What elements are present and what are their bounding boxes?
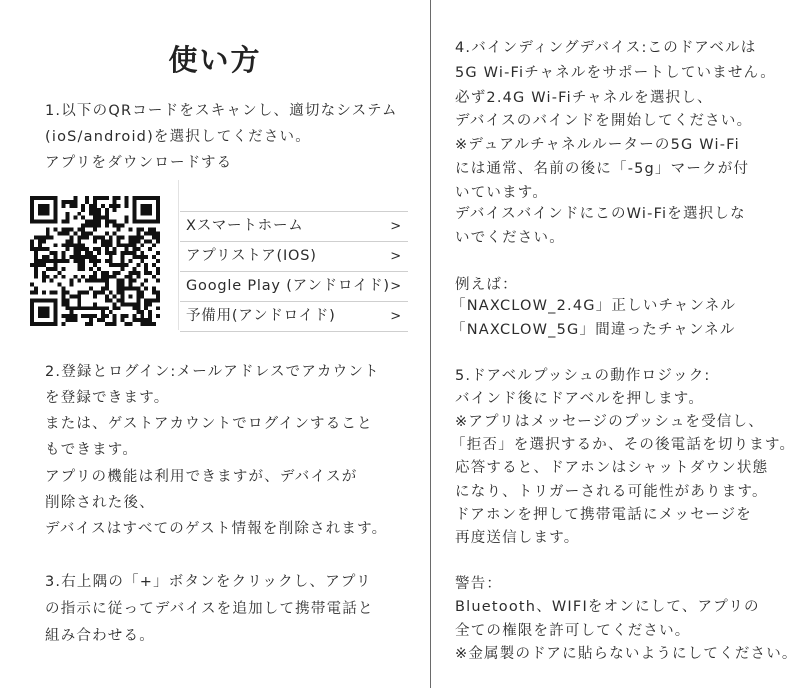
menu-item-backup-android[interactable] [180, 302, 408, 332]
step4-line: 必ず2.4G Wi-Fiチャネルを選択し、 [455, 90, 713, 106]
warning-line: 全ての権限を許可してください。 [455, 623, 691, 639]
step1-line: (ioS/android)を選択してください。 [45, 129, 311, 145]
step5-line: 「拒否」を選択するか、その後電話を切ります。 [451, 437, 796, 453]
example-line: 例えば： [455, 277, 518, 293]
step2-line: 2.登録とログイン:メールアドレスでアカウント [45, 364, 380, 380]
step3-line: 3.右上隅の「+」ボタンをクリックし、アプリ [45, 574, 372, 590]
step5-line: 再度送信します。 [455, 530, 580, 546]
step2-line: デバイスはすべてのゲスト情報を削除されます。 [45, 521, 388, 537]
chevron-right-icon: > [390, 309, 402, 324]
chevron-right-icon: > [390, 279, 402, 294]
app-download-menu [180, 211, 408, 332]
menu-item-app-store[interactable] [180, 242, 408, 272]
menu-item-label: Xスマートホーム [186, 218, 304, 234]
menu-item-label: Google Play (アンドロイド) [186, 278, 390, 294]
step1-line: 1.以下のQRコードをスキャンし、適切なシステム [45, 103, 398, 119]
step4-line: 5G Wi-Fiチャネルをサポートしていません。 [455, 65, 776, 81]
warning-line: Bluetooth、WIFIをオンにして、アプリの [455, 599, 760, 615]
step2-line: を登録できます。 [45, 390, 170, 406]
step5-line: ※アプリはメッセージのプッシュを受信し、 [455, 414, 764, 430]
step4-line: デバイスバインドにこのWi-Fiを選択しな [455, 206, 746, 222]
step4-line: いています。 [455, 185, 549, 201]
example-line: 「NAXCLOW_5G」間違ったチャンネル [451, 322, 736, 338]
step5-line: バインド後にドアベルを押します。 [455, 391, 705, 407]
step4-line: 4.バインディングデバイス:このドアベルは [455, 40, 757, 56]
step2-line: アプリの機能は利用できますが、デバイスが [45, 469, 358, 485]
example-line: 「NAXCLOW_2.4G」正しいチャンネル [451, 298, 737, 314]
step5-line: 5.ドアベルプッシュの動作ロジック: [455, 368, 711, 384]
step3-line: の指示に従ってデバイスを追加して携帯電話と [45, 601, 374, 617]
step1-line: アプリをダウンロードする [45, 155, 233, 171]
step2-line: もできます。 [45, 442, 139, 458]
qr-code-icon[interactable] [30, 196, 160, 326]
step4-line: デバイスのバインドを開始してください。 [455, 113, 753, 129]
menu-item-label: アプリストア(IOS) [186, 248, 317, 264]
qr-separator [178, 180, 179, 330]
chevron-right-icon: > [390, 219, 402, 234]
menu-item-google-play[interactable] [180, 272, 408, 302]
step3-line: 組み合わせる。 [45, 628, 155, 644]
step5-line: になり、トリガーされる可能性があります。 [455, 484, 768, 500]
page-title: 使い方 [168, 43, 262, 77]
menu-item-x-smart-home[interactable] [180, 211, 408, 242]
step2-line: 削除された後、 [45, 495, 155, 511]
step4-line: には通常、名前の後に「-5g」マークが付 [455, 161, 750, 177]
step4-line: ※デュアルチャネルルーターの5G Wi-Fi [455, 137, 740, 153]
chevron-right-icon: > [390, 249, 402, 264]
column-divider [430, 0, 431, 688]
menu-item-label: 予備用(アンドロイド) [186, 308, 336, 324]
warning-line: 警告： [455, 576, 503, 592]
step2-line: または、ゲストアカウントでログインすること [45, 416, 373, 432]
step5-line: 応答すると、ドアホンはシャットダウン状態 [455, 460, 769, 476]
step4-line: いでください。 [455, 230, 565, 246]
warning-line: ※金属製のドアに貼らないようにしてください。 [455, 646, 798, 662]
step5-line: ドアホンを押して携帯電話にメッセージを [455, 507, 752, 523]
